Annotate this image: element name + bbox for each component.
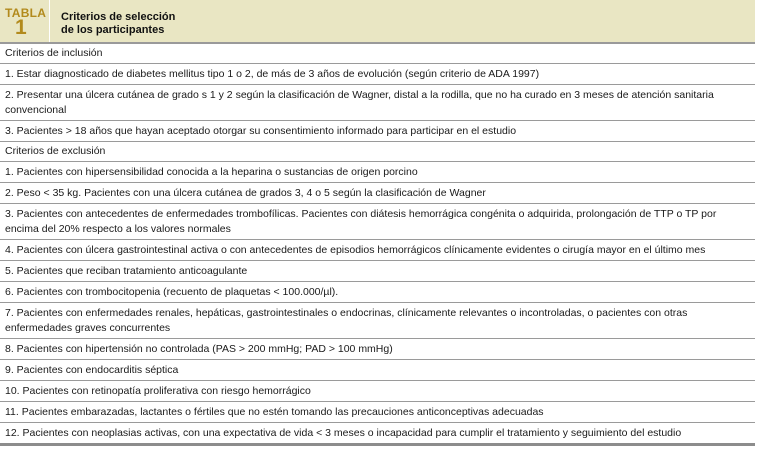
exclusion-item: 5. Pacientes que reciban tratamiento anticoagulante xyxy=(0,261,755,282)
exclusion-item: 11. Pacientes embarazadas, lactantes o fértiles que no estén tomando las precauciones anticonceptivas adecuadas xyxy=(0,402,755,423)
inclusion-item: 3. Pacientes > 18 años que hayan aceptado otorgar su consentimiento informado para participar en el estudio xyxy=(0,121,755,142)
inclusion-item: 2. Presentar una úlcera cutánea de grado s 1 y 2 según la clasificación de Wagner, distal a la rodilla, que no ha curado en 3 meses de atención sanitaria convencional xyxy=(0,85,755,121)
exclusion-item: 3. Pacientes con antecedentes de enfermedades trombofílicas. Pacientes con diátesis hemorrágica congénita o adquirida, prolongación de TTP o TP por encima del 20% respecto a los valores normales xyxy=(0,204,755,240)
exclusion-item: 6. Pacientes con trombocitopenia (recuento de plaquetas < 100.000/µl). xyxy=(0,282,755,303)
exclusion-item: 2. Peso < 35 kg. Pacientes con una úlcera cutánea de grados 3, 4 o 5 según la clasificación de Wagner xyxy=(0,183,755,204)
exclusion-item: 10. Pacientes con retinopatía proliferativa con riesgo hemorrágico xyxy=(0,381,755,402)
table-number: 1 xyxy=(15,16,27,39)
exclusion-item: 9. Pacientes con endocarditis séptica xyxy=(0,360,755,381)
header-divider xyxy=(49,0,50,42)
exclusion-item: 7. Pacientes con enfermedades renales, hepáticas, gastrointestinales o endocrinas, clínicamente relevantes o incontroladas, o pacientes con otras enfermedades graves concurrentes xyxy=(0,303,755,339)
exclusion-item: 1. Pacientes con hipersensibilidad conocida a la heparina o sustancias de origen porcino xyxy=(0,162,755,183)
exclusion-item: 8. Pacientes con hipertensión no controlada (PAS > 200 mmHg; PAD > 100 mmHg) xyxy=(0,339,755,360)
exclusion-item: 12. Pacientes con neoplasias activas, con una expectativa de vida < 3 meses o incapacidad para cumplir el tratamiento y seguimiento del estudio xyxy=(0,423,755,446)
exclusion-heading: Criterios de exclusión xyxy=(0,142,755,162)
table-header xyxy=(0,0,755,44)
table-label: TABLA xyxy=(5,6,47,20)
inclusion-item: 1. Estar diagnosticado de diabetes mellitus tipo 1 o 2, de más de 3 años de evolución (según criterio de ADA 1997) xyxy=(0,64,755,85)
table-title-line1: Criterios de selección xyxy=(61,11,176,23)
exclusion-item: 4. Pacientes con úlcera gastrointestinal activa o con antecedentes de episodios hemorrágicos clínicamente evidentes o cirugía mayor en el último mes xyxy=(0,240,755,261)
table-title-line2: de los participantes xyxy=(61,24,165,36)
inclusion-heading: Criterios de inclusión xyxy=(0,44,755,64)
table-title xyxy=(61,11,175,37)
